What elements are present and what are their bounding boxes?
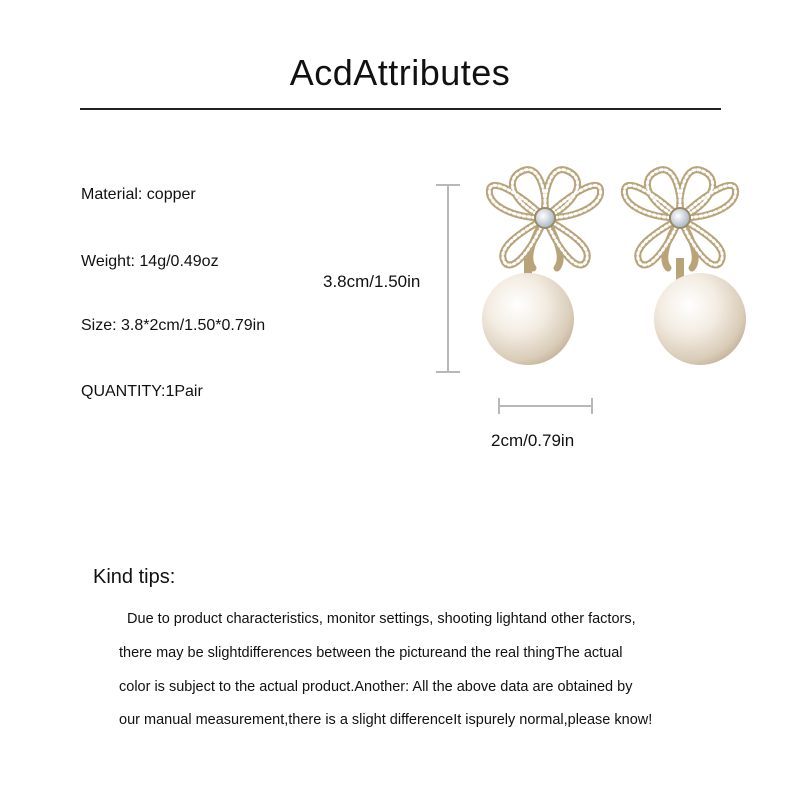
quantity-attribute: QUANTITY:1Pair (81, 383, 203, 400)
tip-line: there may be slightdifferences between the pictureand the real thingThe actual (119, 645, 623, 661)
width-dimension-label: 2cm/0.79in (491, 431, 575, 450)
pearl-bow-earring-right-icon (624, 170, 746, 365)
width-dimension-line (499, 398, 592, 414)
tips-heading: Kind tips: (93, 566, 176, 588)
tip-line: Due to product characteristics, monitor settings, shooting lightand other factors, (119, 611, 636, 627)
height-dimension-label: 3.8cm/1.50in (323, 272, 421, 291)
pearl-bow-earring-left-icon (482, 170, 601, 365)
size-attribute: Size: 3.8*2cm/1.50*0.79in (81, 317, 266, 334)
height-dimension-line (436, 185, 460, 372)
material-attribute: Material: copper (81, 186, 196, 203)
weight-attribute: Weight: 14g/0.49oz (81, 253, 219, 270)
tip-line: our manual measurement,there is a slight differenceIt ispurely normal,please know! (119, 712, 653, 728)
tip-line: color is subject to the actual product.Another: All the above data are obtained by (119, 679, 633, 695)
page-title: AcdAttributes (289, 52, 511, 93)
